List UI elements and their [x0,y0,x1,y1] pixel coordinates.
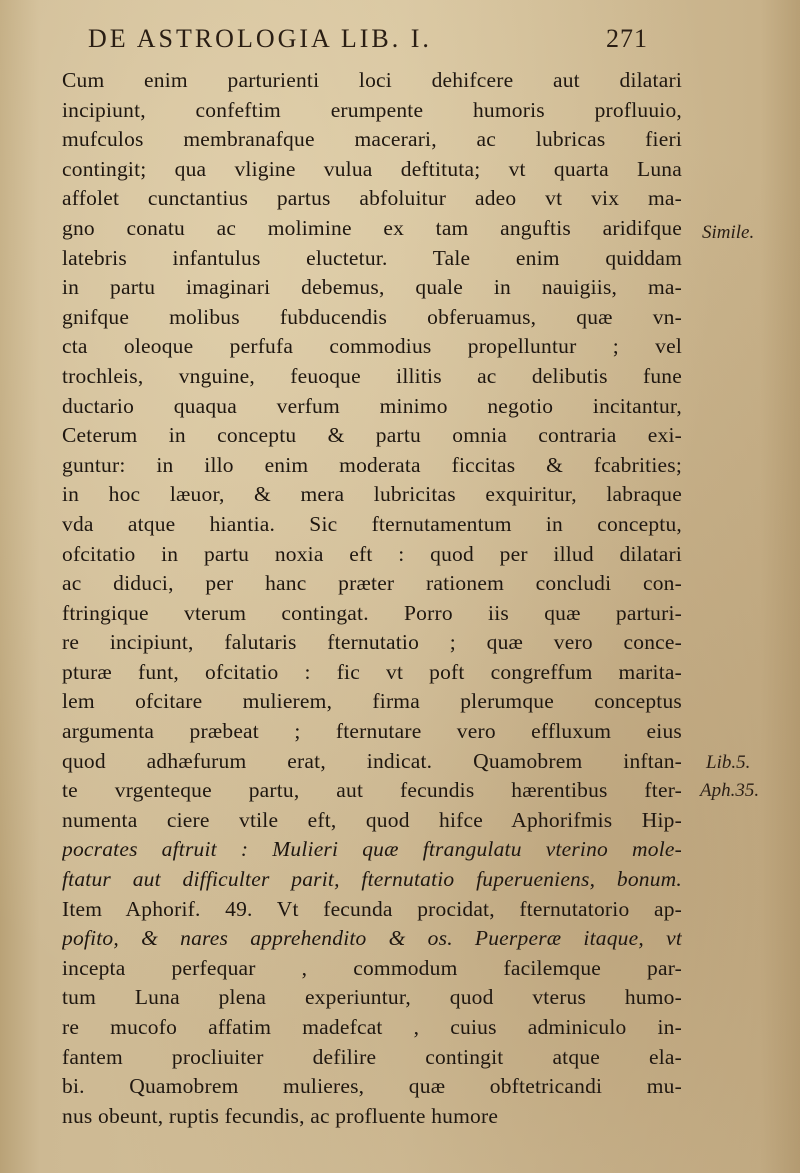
text-line: incepta perfequar , commodum facilemque par- [62,955,682,980]
text-line: ftringique vterum contingat. Porro iis quæ parturi- [62,600,682,625]
text-line: ftatur aut difficulter parit, fternutatio fuperueniens, bonum. [62,867,682,892]
text-line: trochleis, vnguine, feuoque illitis ac delibutis fune [62,363,682,388]
margin-note-aph: Aph.35. [700,780,760,801]
text-line: pturæ funt, ofcitatio : fic vt poft congreffum marita- [62,659,682,684]
text-line: in partu imaginari debemus, quale in nauigiis, ma- [62,275,682,300]
text-line: ac diduci, per hanc præter rationem concludi con- [62,571,682,596]
text-line: ductario quaqua verfum minimo negotio incitantur, [62,393,682,418]
text-line: incipiunt, confeftim erumpente humoris profluuio, [62,97,682,122]
text-line: latebris infantulus eluctetur. Tale enim quiddam [62,245,682,270]
text-line: re incipiunt, falutaris fternutatio ; quæ vero conce- [62,630,682,655]
text-line: cta oleoque perfufa commodius propelluntur ; vel [62,334,682,359]
text-line: pofito, & nares apprehendito & os. Puerperæ itaque, vt [62,926,682,951]
text-line: in hoc læuor, & mera lubricitas exquiritur, labraque [62,482,682,507]
text-line: mufculos membranafque macerari, ac lubricas fieri [62,127,682,152]
text-line: fantem procliuiter defilire contingit atque ela- [62,1044,682,1069]
running-title: DE ASTROLOGIA LIB. I. [88,24,432,53]
text-line: quod adhæfurum erat, indicat. Quamobrem inftan- [62,748,682,773]
text-line: vda atque hiantia. Sic fternutamentum in conceptu, [62,511,682,536]
text-line: nus obeunt, ruptis fecundis, ac profluente humore [62,1103,499,1128]
margin-note-lib: Lib.5. [706,752,751,773]
text-line: Ceterum in conceptu & partu omnia contraria exi- [62,423,682,448]
running-head [88,24,648,54]
text-line: numenta ciere vtile eft, quod hifce Aphorifmis Hip- [62,807,682,832]
text-line: Item Aphorif. 49. Vt fecunda procidat, fternutatorio ap- [62,896,682,921]
text-line: te vrgenteque partu, aut fecundis hærentibus fter- [62,778,682,803]
text-line: guntur: in illo enim moderata ficcitas & fcabrities; [62,452,682,477]
text-line: contingit; qua vligine vulua deftituta; vt quarta Luna [62,156,682,181]
text-line: tum Luna plena experiuntur, quod vterus humo- [62,985,682,1010]
margin-note-simile: Simile. [702,222,755,243]
page-number: 271 [606,24,648,53]
text-line: bi. Quamobrem mulieres, quæ obftetricandi mu- [62,1074,682,1099]
text-line: ofcitatio in partu noxia eft : quod per illud dilatari [62,541,682,566]
text-line: affolet cunctantius partus abfoluitur adeo vt vix ma- [62,186,682,211]
text-line: argumenta præbeat ; fternutare vero effluxum eius [62,719,682,744]
text-line: re mucofo affatim madefcat , cuius adminiculo in- [62,1015,682,1039]
text-line: pocrates aftruit : Mulieri quæ ftrangulatu vterino mole- [62,837,682,862]
text-line: gno conatu ac molimine ex tam anguftis aridifque [62,215,682,240]
text-line: lem ofcitare mulierem, firma plerumque conceptus [62,689,682,714]
body-text [62,66,682,1131]
text-line: Cum enim parturienti loci dehifcere aut dilatari [62,68,682,92]
text-line: gnifque molibus fubducendis obferuamus, quæ vn- [62,304,682,329]
